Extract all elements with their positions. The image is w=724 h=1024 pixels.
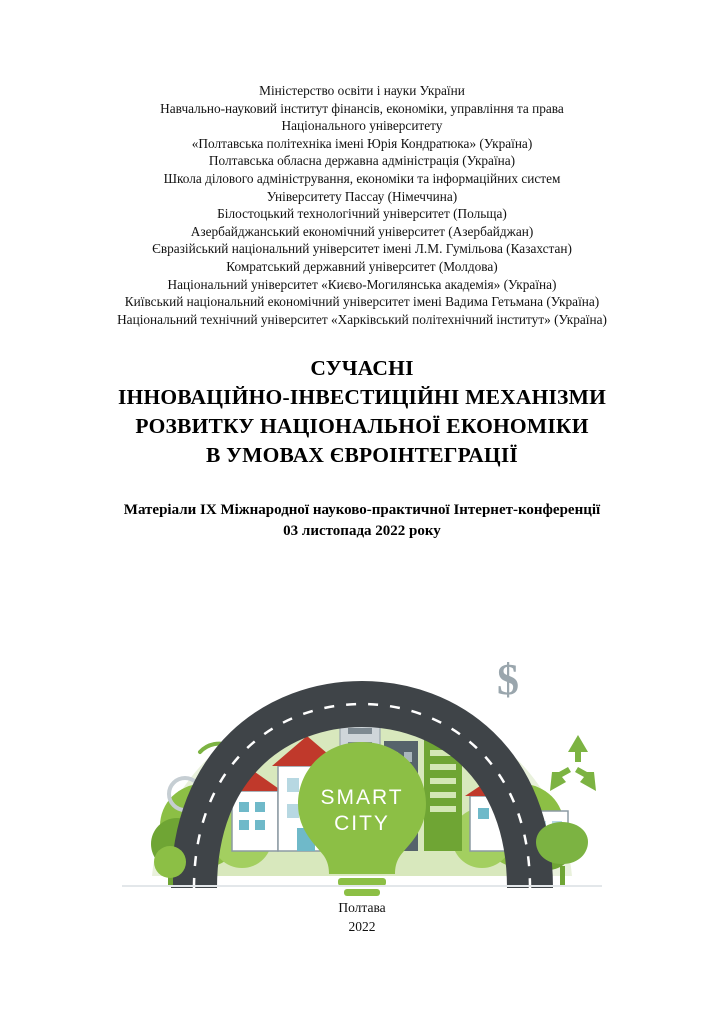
- smart-city-illustration: [82, 576, 642, 906]
- organisation-line: Школа ділового адміністрування, економіки та інформаційних систем: [163, 170, 561, 186]
- organisation-line: Національного університету: [281, 118, 443, 134]
- subtitle-line: 03 листопада 2022 року: [283, 523, 441, 540]
- page-subtitle: [32, 500, 692, 542]
- organisation-line: Київський національний економічний університет імені Вадима Гетьмана (Україна): [124, 294, 600, 310]
- organisation-line: Полтавська обласна державна адміністрація (Україна): [208, 153, 516, 169]
- recycle-icon: [550, 735, 596, 791]
- organisation-line: Міністерство освіти і науки України: [259, 83, 465, 98]
- organisation-line: Комратський державний університет (Молдова): [226, 258, 498, 274]
- organisation-line: Білостоцький технологічний університет (Польща): [217, 206, 507, 222]
- title-line: СУЧАСНІ: [310, 356, 414, 381]
- organisation-line: Університету Пассау (Німеччина): [266, 188, 458, 204]
- organisation-line: Національний технічний університет «Харківський політехнічний інститут» (Україна): [117, 311, 607, 327]
- title-line: ІННОВАЦІЙНО-ІНВЕСТИЦІЙНІ МЕХАНІЗМИ: [117, 385, 607, 410]
- title-line: РОЗВИТКУ НАЦІОНАЛЬНОЇ ЕКОНОМІКИ: [135, 414, 589, 439]
- organisation-line: Азербайджанський економічний університет (Азербайджан): [190, 223, 534, 239]
- footer-block: [0, 898, 724, 936]
- subtitle-line: Матеріали IX Міжнародної науково-практичної Інтернет-конференції: [123, 502, 601, 519]
- footer-year: 2022: [348, 919, 376, 934]
- bulb-label-line1: SMART: [320, 786, 404, 810]
- organisation-line: Євразійський національний університет імені Л.М. Гумільова (Казахстан): [152, 241, 572, 257]
- title-line: В УМОВАХ ЄВРОІНТЕГРАЦІЇ: [206, 443, 518, 468]
- organisation-line: Національний університет «Києво-Могилянська академія» (Україна): [167, 276, 557, 292]
- organisations-block: [42, 82, 682, 328]
- currency-symbol: $: [497, 655, 519, 705]
- organisation-line: «Полтавська політехніка імені Юрія Кондратюка» (Україна): [191, 135, 533, 151]
- page-title: [32, 354, 692, 470]
- bulb-label-line2: CITY: [334, 812, 390, 836]
- organisation-line: Навчально-науковий інститут фінансів, економіки, управління та права: [160, 100, 564, 116]
- footer-city: Полтава: [338, 900, 386, 915]
